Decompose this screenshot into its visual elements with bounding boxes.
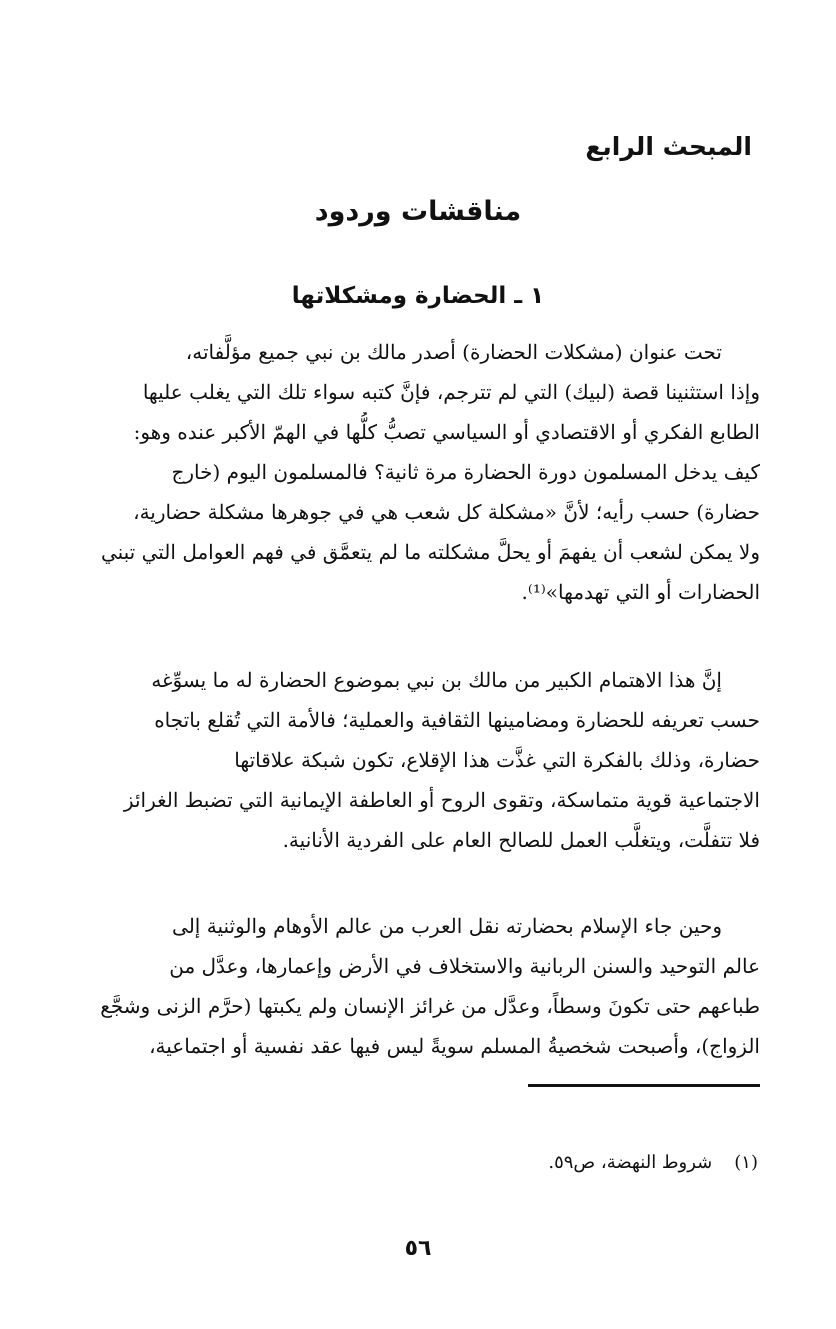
footnote-marker: (١) <box>734 1152 758 1173</box>
text-line: حضارة، وذلك بالفكرة التي غذَّت هذا الإقلاع، تكون شبكة علاقاتها <box>234 748 760 772</box>
page-title: مناقشات وردود <box>314 196 522 227</box>
text-line: ولا يمكن لشعب أن يفهمَ أو يحلَّ مشكلته ما لم يتعمَّق في فهم العوامل التي تبني <box>100 540 760 564</box>
subheading: ١ ـ الحضارة ومشكلاتها <box>291 283 545 309</box>
text-line: تحت عنوان (مشكلات الحضارة) أصدر مالك بن نبي جميع مؤلَّفاته، <box>185 340 722 364</box>
text-line: طباعهم حتى تكونَ وسطاً، وعدَّل من غرائز الإنسان ولم يكبتها (حرَّم الزنى وشجَّع <box>100 994 760 1018</box>
footnote-text: شروط النهضة، ص٥٩. <box>548 1152 713 1173</box>
text-line: عالم التوحيد والسنن الربانية والاستخلاف في الأرض وإعمارها، وعدَّل من <box>169 954 760 978</box>
text-line: إنَّ هذا الاهتمام الكبير من مالك بن نبي بموضوع الحضارة له ما يسوِّغه <box>151 668 722 692</box>
text-line: حسب تعريفه للحضارة ومضامينها الثقافية والعملية؛ فالأمة التي تُقلع باتجاه <box>154 708 760 732</box>
section-heading: المبحث الرابع <box>585 132 752 161</box>
text-line: الزواج)، وأصبحت شخصيةُ المسلم سويةً ليس فيها عقد نفسية أو اجتماعية، <box>149 1034 760 1058</box>
paragraph-3 <box>74 906 760 1066</box>
page-number: ٥٦ <box>404 1236 432 1261</box>
text-line: وحين جاء الإسلام بحضارته نقل العرب من عالم الأوهام والوثنية إلى <box>172 914 722 938</box>
paragraph-2 <box>74 660 760 860</box>
text-line: وإذا استثنينا قصة (لبيك) التي لم تترجم، فإنَّ كتبه سواء تلك التي يغلب عليها <box>142 380 760 404</box>
text-line: الاجتماعية قوية متماسكة، وتقوى الروح أو العاطفة الإيمانية التي تضبط الغرائز <box>123 788 760 812</box>
text-line: فلا تتفلَّت، ويتغلَّب العمل للصالح العام على الفردية الأنانية. <box>282 828 760 852</box>
text-line: الحضارات أو التي تهدمها»⁽¹⁾. <box>521 580 760 604</box>
text-line: حضارة) حسب رأيه؛ لأنَّ «مشكلة كل شعب هي في جوهرها مشكلة حضارية، <box>133 500 760 524</box>
paragraph-1 <box>74 332 760 612</box>
footnote <box>548 1152 758 1173</box>
text-line: الطابع الفكري أو الاقتصادي أو السياسي تصبُّ كلُّها في الهمّ الأكبر عنده وهو: <box>133 420 760 444</box>
text-line: كيف يدخل المسلمون دورة الحضارة مرة ثانية؟ فالمسلمون اليوم (خارج <box>171 460 760 484</box>
footnote-divider <box>528 1084 760 1087</box>
